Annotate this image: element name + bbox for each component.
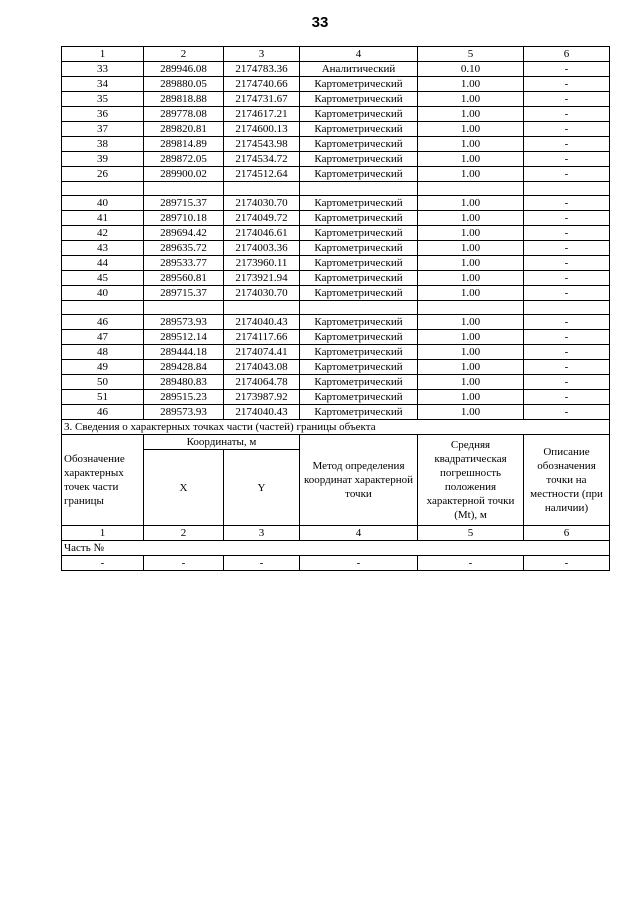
error: 1.00 xyxy=(418,405,524,420)
error: 1.00 xyxy=(418,256,524,271)
description: - xyxy=(524,286,610,301)
coordinate-y: 2174534.72 xyxy=(224,152,300,167)
col-number: 2 xyxy=(144,47,224,62)
error: 1.00 xyxy=(418,137,524,152)
error: 1.00 xyxy=(418,122,524,137)
table-cell: - xyxy=(300,556,418,571)
section3-column-numbers-row xyxy=(62,526,610,541)
coordinate-x: 289512.14 xyxy=(144,330,224,345)
table-row xyxy=(62,271,610,286)
description: - xyxy=(524,330,610,345)
column-numbers-row xyxy=(62,47,610,62)
method: Картометрический xyxy=(300,330,418,345)
description: - xyxy=(524,77,610,92)
empty-cell xyxy=(144,182,224,196)
coordinate-x: 289818.88 xyxy=(144,92,224,107)
table-body-section3 xyxy=(62,420,610,571)
point-number: 51 xyxy=(62,390,144,405)
point-number: 49 xyxy=(62,360,144,375)
coordinate-y: 2174030.70 xyxy=(224,196,300,211)
error: 1.00 xyxy=(418,107,524,122)
method: Картометрический xyxy=(300,196,418,211)
error: 1.00 xyxy=(418,390,524,405)
point-number: 33 xyxy=(62,62,144,77)
col-number: 3 xyxy=(224,526,300,541)
description: - xyxy=(524,345,610,360)
table-row xyxy=(62,152,610,167)
method: Картометрический xyxy=(300,122,418,137)
method: Картометрический xyxy=(300,375,418,390)
method: Картометрический xyxy=(300,107,418,122)
coordinate-y: 2174064.78 xyxy=(224,375,300,390)
empty-cell xyxy=(418,301,524,315)
table-cell: - xyxy=(524,556,610,571)
error: 1.00 xyxy=(418,360,524,375)
col-number: 1 xyxy=(62,526,144,541)
error: 1.00 xyxy=(418,152,524,167)
error: 1.00 xyxy=(418,226,524,241)
coordinate-x: 289444.18 xyxy=(144,345,224,360)
col-number: 4 xyxy=(300,526,418,541)
table-row xyxy=(62,92,610,107)
error: 1.00 xyxy=(418,315,524,330)
coordinate-x: 289820.81 xyxy=(144,122,224,137)
table-row xyxy=(62,167,610,182)
empty-cell xyxy=(300,182,418,196)
method: Аналитический xyxy=(300,62,418,77)
coordinate-y: 2174512.64 xyxy=(224,167,300,182)
point-number: 40 xyxy=(62,286,144,301)
description: - xyxy=(524,241,610,256)
coordinate-y: 2174074.41 xyxy=(224,345,300,360)
description: - xyxy=(524,360,610,375)
coordinate-y: 2174117.66 xyxy=(224,330,300,345)
coordinate-x: 289480.83 xyxy=(144,375,224,390)
header-y: Y xyxy=(224,450,300,526)
point-number: 35 xyxy=(62,92,144,107)
section3-title-row xyxy=(62,420,610,435)
col-number: 4 xyxy=(300,47,418,62)
error: 1.00 xyxy=(418,77,524,92)
coordinate-x: 289946.08 xyxy=(144,62,224,77)
group-separator-row xyxy=(62,301,610,315)
point-number: 46 xyxy=(62,405,144,420)
error: 1.00 xyxy=(418,345,524,360)
description: - xyxy=(524,375,610,390)
point-number: 34 xyxy=(62,77,144,92)
table-row xyxy=(62,137,610,152)
empty-data-row xyxy=(62,556,610,571)
method: Картометрический xyxy=(300,345,418,360)
table-cell: - xyxy=(62,556,144,571)
coordinate-y: 2174040.43 xyxy=(224,405,300,420)
description: - xyxy=(524,211,610,226)
description: - xyxy=(524,315,610,330)
empty-cell xyxy=(418,182,524,196)
header-point-designation: Обозначение характерных точек части границы xyxy=(62,435,144,526)
error: 1.00 xyxy=(418,92,524,107)
coordinate-x: 289900.02 xyxy=(144,167,224,182)
coordinate-x: 289715.37 xyxy=(144,286,224,301)
header-description: Описание обозначения точки на местности (при наличии) xyxy=(524,435,610,526)
description: - xyxy=(524,271,610,286)
empty-cell xyxy=(144,301,224,315)
table-row xyxy=(62,345,610,360)
method: Картометрический xyxy=(300,226,418,241)
col-number: 6 xyxy=(524,47,610,62)
col-number: 3 xyxy=(224,47,300,62)
header-x: X xyxy=(144,450,224,526)
header-error: Средняя квадратическая погрешность положения характерной точки (Mt), м xyxy=(418,435,524,526)
point-number: 48 xyxy=(62,345,144,360)
description: - xyxy=(524,107,610,122)
coordinate-x: 289814.89 xyxy=(144,137,224,152)
empty-cell xyxy=(62,182,144,196)
description: - xyxy=(524,196,610,211)
method: Картометрический xyxy=(300,315,418,330)
table-row xyxy=(62,286,610,301)
empty-cell xyxy=(524,182,610,196)
coordinate-x: 289533.77 xyxy=(144,256,224,271)
empty-cell xyxy=(62,301,144,315)
method: Картометрический xyxy=(300,77,418,92)
table-row xyxy=(62,211,610,226)
coordinate-x: 289872.05 xyxy=(144,152,224,167)
part-row xyxy=(62,541,610,556)
coordinate-y: 2174783.36 xyxy=(224,62,300,77)
coordinate-y: 2174740.66 xyxy=(224,77,300,92)
method: Картометрический xyxy=(300,360,418,375)
description: - xyxy=(524,122,610,137)
description: - xyxy=(524,226,610,241)
coordinate-y: 2174731.67 xyxy=(224,92,300,107)
method: Картометрический xyxy=(300,211,418,226)
method: Картометрический xyxy=(300,271,418,286)
description: - xyxy=(524,390,610,405)
point-number: 50 xyxy=(62,375,144,390)
description: - xyxy=(524,256,610,271)
error: 1.00 xyxy=(418,286,524,301)
method: Картометрический xyxy=(300,256,418,271)
method: Картометрический xyxy=(300,286,418,301)
table-row xyxy=(62,375,610,390)
coordinate-x: 289715.37 xyxy=(144,196,224,211)
description: - xyxy=(524,405,610,420)
error: 1.00 xyxy=(418,330,524,345)
method: Картометрический xyxy=(300,390,418,405)
method: Картометрический xyxy=(300,167,418,182)
error: 1.00 xyxy=(418,167,524,182)
table-row xyxy=(62,390,610,405)
header-method: Метод определения координат характерной точки xyxy=(300,435,418,526)
coordinate-x: 289428.84 xyxy=(144,360,224,375)
col-number: 5 xyxy=(418,47,524,62)
coordinate-y: 2173987.92 xyxy=(224,390,300,405)
coordinate-y: 2174030.70 xyxy=(224,286,300,301)
error: 0.10 xyxy=(418,62,524,77)
error: 1.00 xyxy=(418,196,524,211)
col-number: 1 xyxy=(62,47,144,62)
empty-cell xyxy=(224,182,300,196)
table-row xyxy=(62,107,610,122)
empty-cell xyxy=(224,301,300,315)
page-number: 33 xyxy=(311,14,329,31)
point-number: 44 xyxy=(62,256,144,271)
coordinate-y: 2174600.13 xyxy=(224,122,300,137)
col-number: 2 xyxy=(144,526,224,541)
coordinate-y: 2174617.21 xyxy=(224,107,300,122)
section3-title: 3. Сведения о характерных точках части (частей) границы объекта xyxy=(62,420,610,435)
part-label: Часть № xyxy=(62,541,610,556)
method: Картометрический xyxy=(300,137,418,152)
table-row xyxy=(62,405,610,420)
coordinate-x: 289694.42 xyxy=(144,226,224,241)
empty-cell xyxy=(524,301,610,315)
table-row xyxy=(62,62,610,77)
section3-header-row xyxy=(62,435,610,450)
coordinate-x: 289778.08 xyxy=(144,107,224,122)
description: - xyxy=(524,152,610,167)
point-number: 46 xyxy=(62,315,144,330)
coordinate-y: 2174003.36 xyxy=(224,241,300,256)
point-number: 47 xyxy=(62,330,144,345)
description: - xyxy=(524,62,610,77)
table-cell: - xyxy=(144,556,224,571)
table-row xyxy=(62,256,610,271)
point-number: 42 xyxy=(62,226,144,241)
coordinate-y: 2174040.43 xyxy=(224,315,300,330)
boundary-points-table xyxy=(61,46,610,571)
group-separator-row xyxy=(62,182,610,196)
error: 1.00 xyxy=(418,271,524,286)
coordinate-y: 2173960.11 xyxy=(224,256,300,271)
point-number: 38 xyxy=(62,137,144,152)
point-number: 45 xyxy=(62,271,144,286)
coordinate-y: 2173921.94 xyxy=(224,271,300,286)
coordinate-y: 2174543.98 xyxy=(224,137,300,152)
method: Картометрический xyxy=(300,405,418,420)
coordinate-x: 289573.93 xyxy=(144,315,224,330)
method: Картометрический xyxy=(300,241,418,256)
coordinate-x: 289515.23 xyxy=(144,390,224,405)
table-row xyxy=(62,360,610,375)
method: Картометрический xyxy=(300,92,418,107)
table-row xyxy=(62,315,610,330)
point-number: 37 xyxy=(62,122,144,137)
description: - xyxy=(524,137,610,152)
point-number: 39 xyxy=(62,152,144,167)
table-row xyxy=(62,241,610,256)
table-cell: - xyxy=(224,556,300,571)
table-row xyxy=(62,196,610,211)
point-number: 40 xyxy=(62,196,144,211)
col-number: 6 xyxy=(524,526,610,541)
empty-cell xyxy=(300,301,418,315)
coordinate-x: 289635.72 xyxy=(144,241,224,256)
table-row xyxy=(62,330,610,345)
coordinate-y: 2174043.08 xyxy=(224,360,300,375)
coordinate-y: 2174046.61 xyxy=(224,226,300,241)
error: 1.00 xyxy=(418,375,524,390)
description: - xyxy=(524,92,610,107)
coordinate-x: 289710.18 xyxy=(144,211,224,226)
coordinate-x: 289880.05 xyxy=(144,77,224,92)
col-number: 5 xyxy=(418,526,524,541)
error: 1.00 xyxy=(418,211,524,226)
coordinate-x: 289560.81 xyxy=(144,271,224,286)
point-number: 26 xyxy=(62,167,144,182)
table-body-points xyxy=(62,47,610,420)
table-row xyxy=(62,122,610,137)
coordinate-x: 289573.93 xyxy=(144,405,224,420)
table-row xyxy=(62,226,610,241)
table-cell: - xyxy=(418,556,524,571)
point-number: 43 xyxy=(62,241,144,256)
table-row xyxy=(62,77,610,92)
header-coordinates: Координаты, м xyxy=(144,435,300,450)
coordinate-y: 2174049.72 xyxy=(224,211,300,226)
point-number: 36 xyxy=(62,107,144,122)
point-number: 41 xyxy=(62,211,144,226)
method: Картометрический xyxy=(300,152,418,167)
error: 1.00 xyxy=(418,241,524,256)
description: - xyxy=(524,167,610,182)
